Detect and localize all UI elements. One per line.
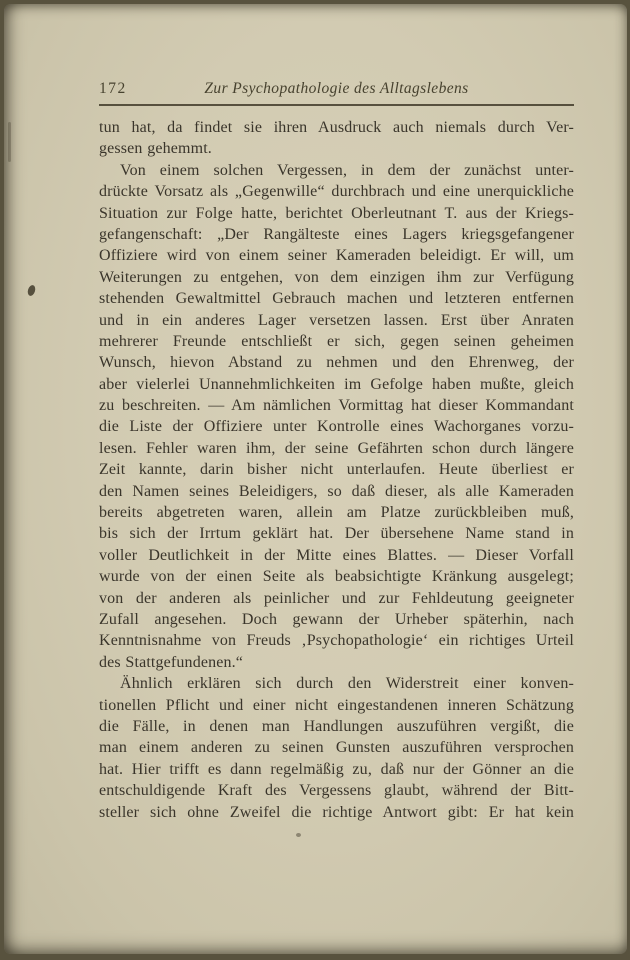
text-line: entschuldigende Kraft des Vergessens glaubt, während der Bitt- [99,782,574,800]
text-line: lesen. Fehler waren ihm, der seine Gefährten schon durch längere [99,439,574,457]
page-content [99,80,574,823]
text-line: man einem anderen zu seinen Gunsten auszuführen versprochen [99,739,574,757]
text-line: stehenden Gewaltmittel Gebrauch machen und letzteren entfernen [99,290,574,308]
text-line: die Liste der Offiziere unter Kontrolle eines Wachorganes vorzu- [99,418,574,436]
text-line: gefangenschaft: „Der Rangälteste eines Lagers kriegsgefangener [99,225,574,243]
text-line: wurde von der einen Seite als beabsichtigte Kränkung ausgelegt; [99,568,574,586]
text-line: Weiterungen zu entgehen, von dem einzigen ihm zur Verfügung [99,268,574,286]
scan-artifact [26,284,36,297]
text-line: tun hat, da findet sie ihren Ausdruck auch niemals durch Ver- [99,119,574,136]
text-line: des Stattgefundenen.“ [99,653,244,671]
text-line: die Fälle, in denen man Handlungen auszuführen vergißt, die [99,717,574,735]
scan-artifact [8,122,11,162]
text-line: bis sich der Irrtum geklärt hat. Der übersehene Name stand in [99,525,574,543]
text-line: Von einem solchen Vergessen, in dem der zunächst unter- [120,161,574,179]
book-page [4,4,627,954]
text-line: voller Deutlichkeit in der Mitte eines Blattes. — Dieser Vorfall [99,546,574,564]
text-line: mehrerer Freunde entschließt er sich, gegen seinen geheimen [99,332,574,350]
text-line: und in ein anderes Lager versetzen lassen. Erst über Anraten [99,311,574,329]
text-line: tionellen Pflicht und einer nicht eingestandenen inneren Schätzung [99,696,574,714]
text-line: Situation zur Folge hatte, berichtet Oberleutnant T. aus der Kriegs- [99,204,574,222]
text-line: zu beschreiten. — Am nämlichen Vormittag hat dieser Kommandant [99,397,574,415]
header-rule [99,104,574,106]
text-line: Wunsch, hievon Abstand zu nehmen und den Ehrenweg, der [99,354,574,372]
text-line: steller sich ohne Zweifel die richtige Antwort gibt: Er hat kein [99,803,574,821]
text-line: aber vielerlei Unannehmlichkeiten im Gefolge haben mußte, gleich [99,375,574,393]
text-line: Zeit kannte, darin bisher nicht unterlaufen. Heute überliest er [99,461,574,479]
text-line: den Namen seines Beleidigers, so daß dieser, als alle Kameraden [99,482,574,500]
text-line: hat. Hier trifft es dann regelmäßig zu, daß nur der Gönner an die [99,760,574,778]
text-line: Zufall angesehen. Doch gewann der Urheber späterhin, nach [99,610,574,628]
text-block [99,117,574,823]
text-line: Ähnlich erklären sich durch den Widerstreit einer konven- [120,675,574,693]
running-head [99,80,574,104]
running-title: Zur Psychopathologie des Alltagslebens [204,80,469,97]
text-line: Kenntnisnahme von Freuds ‚Psychopathologie‘ ein richtiges Urteil [99,632,574,650]
text-line: von der anderen als peinlicher und zur Fehldeutung geeigneter [99,589,574,607]
page-number: 172 [99,80,127,97]
text-line: Offiziere wird von einem seiner Kameraden beleidigt. Er will, um [99,247,574,265]
text-line: bereits abgetreten waren, allein am Platze zurückbleiben muß, [99,504,574,522]
text-line: gessen gehemmt. [99,140,212,158]
scan-artifact [296,833,301,837]
text-line: drückte Vorsatz als „Gegenwille“ durchbrach und eine unerquickliche [99,183,574,201]
